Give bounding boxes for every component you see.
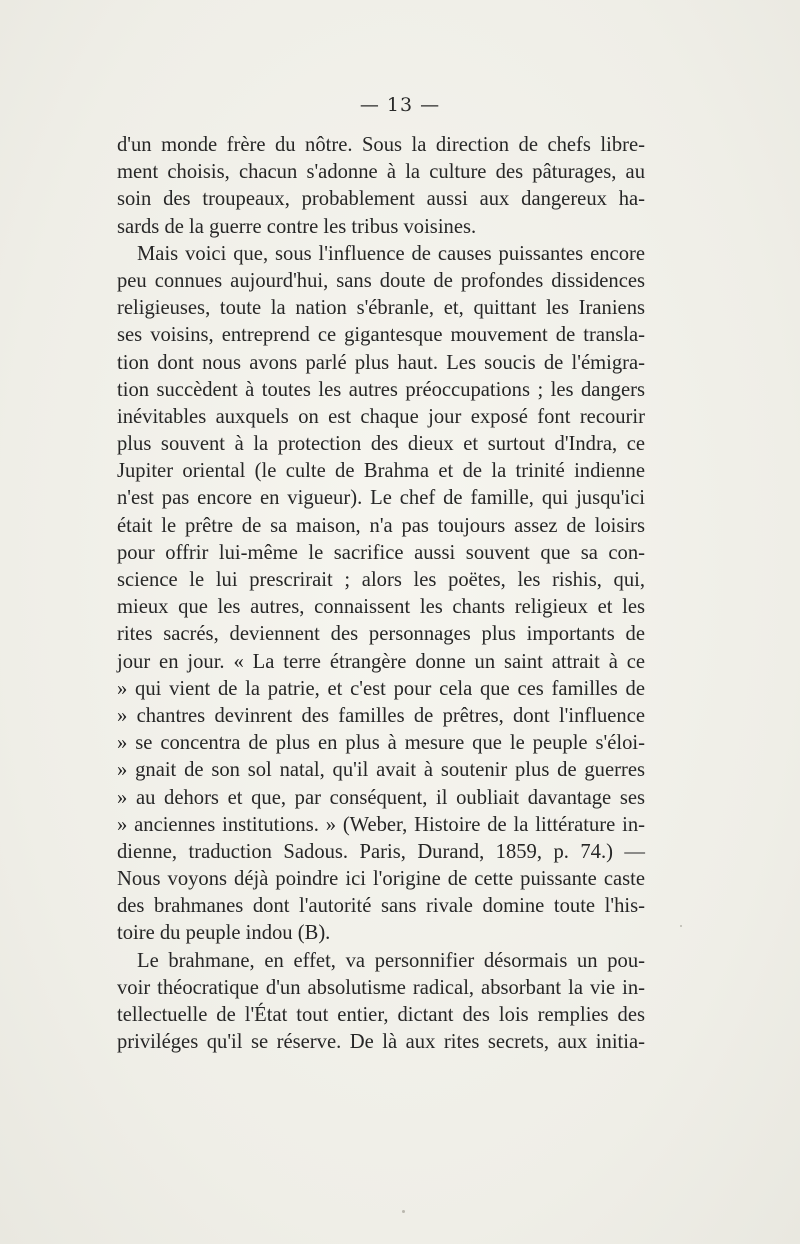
text-line: tion succèdent à toutes les autres préoccupations ; les dangers <box>117 378 645 401</box>
text-line: des brahmanes dont l'autorité sans rivale domine toute l'his- <box>117 895 645 918</box>
quote-line: » anciennes institutions. » (Weber, Histoire de la littérature in- <box>117 813 645 836</box>
text-line: d'un monde frère du nôtre. Sous la direction de chefs libre- <box>117 134 645 156</box>
text-line: était le prêtre de sa maison, n'a pas toujours assez de loisirs <box>117 514 645 537</box>
quote-line: » au dehors et que, par conséquent, il oubliait davantage ses <box>117 786 645 809</box>
paragraph-start-line: Le brahmane, en effet, va personnifier désormais un pou- <box>137 949 645 972</box>
text-line: Jupiter oriental (le culte de Brahma et de la trinité indienne <box>117 460 645 483</box>
body-text <box>117 132 645 1056</box>
quote-line: » gnait de son sol natal, qu'il avait à soutenir plus de guerres <box>117 759 645 782</box>
page-number: — 13 — <box>359 94 441 116</box>
text-line: plus souvent à la protection des dieux et surtout d'Indra, ce <box>117 433 645 456</box>
text-line: pour offrir lui-même le sacrifice aussi souvent que sa con- <box>117 541 645 564</box>
text-line: toire du peuple indou (B). <box>117 922 331 945</box>
quote-line: » qui vient de la patrie, et c'est pour cela que ces familles de <box>117 677 645 700</box>
text-line: religieuses, toute la nation s'ébranle, et, quittant les Iraniens <box>117 297 645 320</box>
quote-line: » chantres devinrent des familles de prêtres, dont l'influence <box>117 704 645 727</box>
text-line: soin des troupeaux, probablement aussi aux dangereux ha- <box>117 188 645 211</box>
text-line: peu connues aujourd'hui, sans doute de profondes dissidences <box>117 269 645 292</box>
text-line: ses voisins, entreprend ce gigantesque mouvement de transla- <box>117 324 645 347</box>
text-line: rites sacrés, deviennent des personnages plus importants de <box>117 623 645 646</box>
text-line: mieux que les autres, connaissent les chants religieux et les <box>117 596 645 619</box>
quote-line: » se concentra de plus en plus à mesure que le peuple s'éloi- <box>117 732 645 755</box>
citation-line: dienne, traduction Sadous. Paris, Durand, 1859, p. 74.) — <box>117 840 645 863</box>
text-line: tion dont nous avons parlé plus haut. Les soucis de l'émigra- <box>117 351 645 374</box>
text-line: jour en jour. « La terre étrangère donne un saint attrait à ce <box>117 650 645 673</box>
text-line: voir théocratique d'un absolutisme radical, absorbant la vie in- <box>117 976 645 999</box>
text-line: n'est pas encore en vigueur). Le chef de famille, qui jusqu'ici <box>117 487 645 510</box>
text-line: sards de la guerre contre les tribus voisines. <box>117 215 477 238</box>
text-line: science le lui prescrirait ; alors les poëtes, les rishis, qui, <box>117 569 645 591</box>
paper-speck <box>402 1210 405 1213</box>
text-line: priviléges qu'il se réserve. De là aux rites secrets, aux initia- <box>117 1031 645 1054</box>
text-line: inévitables auxquels on est chaque jour exposé font recourir <box>117 405 645 428</box>
text-line: tellectuelle de l'État tout entier, dictant des lois remplies des <box>117 1004 645 1026</box>
text-line: Nous voyons déjà poindre ici l'origine de cette puissante caste <box>117 868 645 891</box>
paragraph-start-line: Mais voici que, sous l'influence de causes puissantes encore <box>137 242 645 265</box>
paper-speck <box>680 925 682 927</box>
text-line: ment choisis, chacun s'adonne à la culture des pâturages, au <box>117 161 645 184</box>
